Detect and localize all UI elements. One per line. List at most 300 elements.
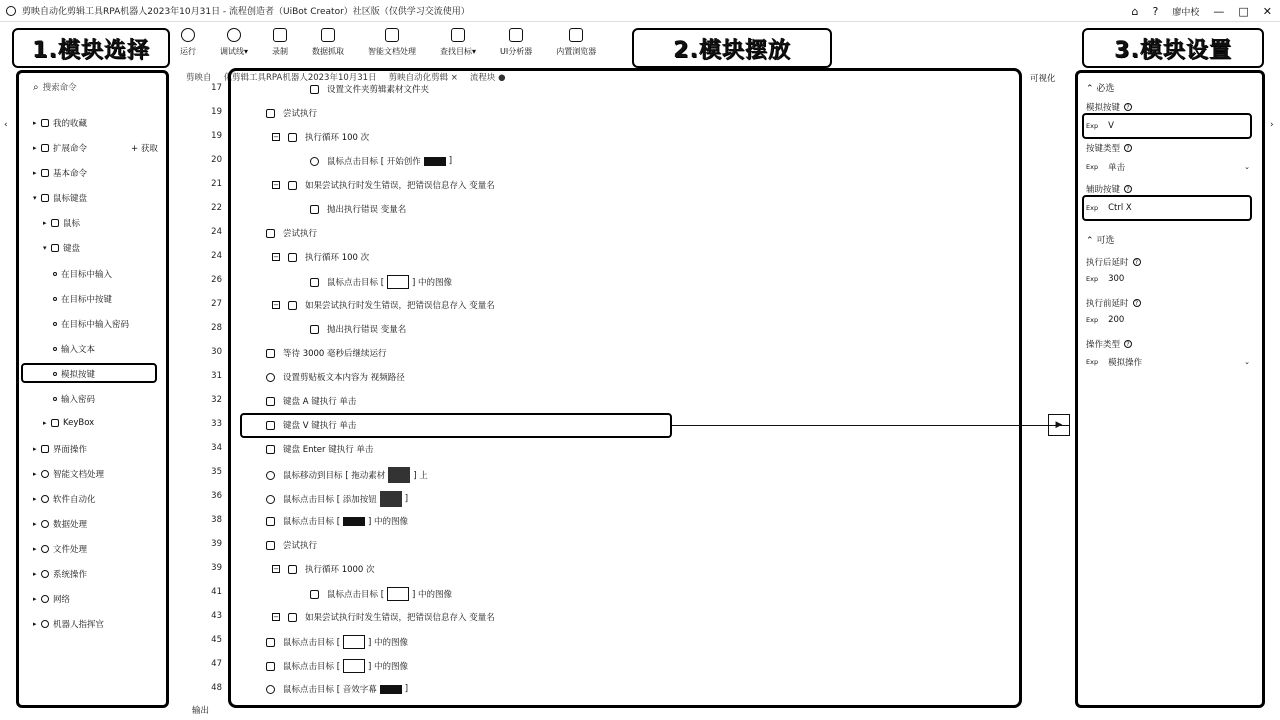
flow-step[interactable] [310,155,452,167]
run-row-button[interactable]: ▶ [1048,414,1070,436]
expression-toggle[interactable]: Exp [1086,358,1099,366]
target-thumbnail[interactable] [380,685,402,694]
step-text: 如果尝试执行时发生错误，把错误信息存入 变量名 [305,613,495,623]
flow-step[interactable] [310,275,452,289]
property-value: 200 [1108,315,1125,325]
line-number: 32 [211,395,222,405]
tree-item-label: 软件自动化 [53,495,96,505]
target-thumbnail[interactable] [343,517,365,526]
step-icon [288,253,297,262]
toolbar-label: 数据抓取 [312,47,345,56]
data-grab-icon [321,28,335,42]
target-thumbnail[interactable] [388,467,410,483]
toolbar [180,24,620,64]
title-bar [0,0,1280,22]
extension-icon [41,144,49,152]
visual-view-toggle[interactable]: 可视化 [1030,74,1056,84]
flow-step[interactable] [266,659,408,673]
mouse-step-icon [266,495,275,504]
row-connector-line [672,425,1070,426]
flow-step[interactable] [272,611,495,623]
mouse-keyboard-icon [41,194,49,202]
step-text: 鼠标点击目标 [ [283,662,341,672]
tree-item[interactable] [53,343,95,355]
collapse-icon[interactable]: − [273,133,279,141]
step-text: 设置文件夹剪辑素材文件夹 [327,85,430,95]
toolbar-button-5[interactable] [440,24,476,57]
target-thumbnail[interactable] [424,157,446,166]
property-label-text: 模拟按键 [1086,103,1121,113]
property-input[interactable] [1086,203,1254,213]
tree-item[interactable] [33,468,104,480]
property-label-text: 执行后延时 [1086,258,1129,268]
bullet-icon [53,322,57,326]
tree-item[interactable] [33,117,87,129]
step-icon [266,638,275,647]
flow-step[interactable] [266,371,405,383]
command-search[interactable] [19,75,166,99]
ui-analyzer-icon [509,28,523,42]
tree-item[interactable] [53,318,129,330]
mouse-step-icon [266,685,275,694]
target-thumbnail[interactable] [387,275,409,289]
tree-item[interactable] [33,543,87,555]
tree-item-label: 在目标中输入密码 [61,320,130,330]
line-number: 24 [211,251,222,261]
tree-item[interactable] [33,568,87,580]
collapse-icon[interactable]: − [273,301,279,309]
star-icon [41,119,49,127]
property-input[interactable] [1086,161,1254,173]
ui-icon [41,445,49,453]
flow-step[interactable] [272,563,375,575]
toolbar-button-4[interactable] [368,24,416,57]
ai-doc-icon [385,28,399,42]
step-text: 鼠标点击目标 [ [327,278,385,288]
tree-item-label: 输入密码 [61,395,96,405]
collapse-icon[interactable]: − [273,181,279,189]
toolbar-label: UI分析器 [500,47,533,56]
bullet-icon [53,297,57,301]
window-title: 剪映自动化剪辑工具RPA机器人2023年10月31日 - 流程创造者（UiBot Creator）社区版（仅供学习交流使用） [22,7,470,17]
step-text-suffix: ] 中的图像 [368,517,409,527]
step-text: 鼠标点击目标 [ [327,590,385,600]
optional-label: 可选 [1096,236,1115,246]
step-icon [310,325,319,334]
property-value: 模拟操作 [1108,358,1143,368]
line-number: 35 [211,467,222,477]
chevron-down-icon[interactable]: ⌄ [1244,163,1250,171]
chevron-down-icon[interactable]: ⌄ [1244,358,1250,366]
flow-step[interactable] [272,251,369,263]
bullet-icon [53,397,57,401]
step-text: 鼠标点击目标 [ 开始创作 [327,157,421,167]
home-icon[interactable]: ⌂ [1131,4,1139,18]
property-label-text: 操作类型 [1086,340,1121,350]
target-icon [451,28,465,42]
toolbar-label: 运行 [180,47,196,56]
tree-item-label: 我的收藏 [53,119,88,129]
toolbar-button-1[interactable] [220,24,248,57]
flow-step[interactable] [266,515,408,527]
tree-item-label: 在目标中输入 [61,270,113,280]
run-icon [181,28,195,42]
chevron-right-icon[interactable]: ▸ [33,470,37,478]
doc-icon [41,470,49,478]
step-icon [288,301,297,310]
tree-item[interactable] [33,167,87,179]
collapse-icon[interactable]: − [273,253,279,261]
line-number: 43 [211,611,222,621]
flow-step[interactable] [310,587,452,601]
flow-step[interactable] [310,203,406,215]
step-text-suffix: ] [404,494,409,504]
required-section-header[interactable]: ⌃ 必选 [1086,84,1115,94]
property-label [1086,297,1141,309]
step-text-suffix: ] 中的图像 [368,638,409,648]
chevron-right-icon[interactable]: ▸ [33,495,37,503]
section-label-module-settings: 3.模块设置 [1082,28,1264,68]
line-number: 34 [211,443,222,453]
property-label-text: 按键类型 [1086,144,1121,154]
target-thumbnail[interactable] [380,491,402,507]
tree-item[interactable] [43,418,94,428]
chevron-right-icon[interactable]: ▸ [33,595,37,603]
flow-step[interactable] [266,347,387,359]
step-text: 如果尝试执行时发生错误，把错误信息存入 变量名 [305,301,495,311]
tree-item[interactable] [53,368,95,380]
step-icon [266,445,275,454]
title-bar-controls [1132,0,1272,22]
step-text: 键盘 Enter 键执行 单击 [283,445,374,455]
step-text-suffix: ] 中的图像 [412,278,453,288]
section-label-module-select: 1.模块选择 [12,28,170,68]
flow-step[interactable] [266,395,356,407]
tree-item-label: 扩展命令 [53,144,88,154]
chevron-right-icon[interactable]: ▸ [33,119,37,127]
step-text: 设置剪贴板文本内容为 视频路径 [283,373,405,383]
tree-item[interactable] [33,518,87,530]
chevron-right-icon[interactable]: ▸ [33,620,37,628]
output-tab[interactable]: 输出 [192,706,210,716]
basic-icon [41,169,49,177]
flow-step[interactable] [266,467,428,483]
mouse-icon [51,219,59,227]
step-text: 抛出执行错误 变量名 [327,325,407,335]
step-text: 键盘 A 键执行 单击 [283,397,357,407]
property-panel [1075,70,1265,708]
tree-item[interactable] [53,293,112,305]
step-icon [266,662,275,671]
app-logo-icon [6,6,16,16]
step-text: 尝试执行 [283,229,318,239]
step-icon [266,229,275,238]
chevron-right-icon[interactable]: ▸ [43,419,47,427]
file-tab[interactable]: 剪映自 [186,73,212,83]
line-number: 36 [211,491,222,501]
flow-step[interactable] [272,179,495,191]
tree-item-label: 智能文档处理 [53,470,105,480]
tree-item-label: 鼠标 [63,219,81,229]
flow-step[interactable] [266,491,408,507]
line-number: 22 [211,203,222,213]
right-collapse-icon[interactable]: › [1270,120,1274,130]
step-icon [266,349,275,358]
step-text: 鼠标点击目标 [ [283,517,341,527]
step-icon [288,565,297,574]
tree-item[interactable] [53,393,95,405]
search-icon: ⌕ [33,81,39,93]
step-icon [310,85,319,94]
step-text: 等待 3000 毫秒后继续运行 [283,349,387,359]
step-text: 尝试执行 [283,109,318,119]
line-number: 45 [211,635,222,645]
property-label [1086,183,1132,195]
tree-item-label: 文件处理 [53,545,88,555]
step-icon [310,590,319,599]
tree-item-label: 输入文本 [61,345,96,355]
help-icon[interactable]: ? [1124,185,1132,193]
tree-item-label: 界面操作 [53,445,88,455]
help-icon[interactable]: ? [1124,144,1132,152]
tree-item[interactable] [33,593,70,605]
step-icon [266,397,275,406]
line-number: 47 [211,659,222,669]
tree-item-label: 键盘 [63,244,81,254]
line-number: 30 [211,347,222,357]
property-input[interactable] [1086,356,1254,368]
step-icon [288,613,297,622]
toolbar-label: 调试线▾ [220,47,249,56]
line-number: 28 [211,323,222,333]
tree-item[interactable] [53,268,112,280]
property-input[interactable] [1086,315,1254,325]
toolbar-button-6[interactable] [500,24,532,57]
collapse-icon[interactable]: − [273,613,279,621]
line-number: 41 [211,587,222,597]
line-number: 26 [211,275,222,285]
tree-item[interactable] [33,142,87,154]
mouse-step-icon [266,471,275,480]
property-input[interactable] [1086,274,1254,284]
step-text-suffix: ] 上 [413,471,428,481]
chevron-right-icon[interactable]: ▸ [33,169,37,177]
step-icon [266,541,275,550]
line-number: 39 [211,563,222,573]
toolbar-label: 内置浏览器 [556,47,597,56]
keybox-icon [51,419,59,427]
step-text-suffix: ] 中的图像 [368,662,409,672]
step-icon [288,133,297,142]
step-text: 键盘 V 键执行 单击 [283,421,357,431]
chevron-right-icon[interactable]: ▸ [33,445,37,453]
tree-item-label: KeyBox [63,418,95,428]
property-label [1086,101,1132,113]
step-text-suffix: ] [448,156,453,166]
flow-step[interactable] [310,323,406,335]
record-icon [273,28,287,42]
selected-row-highlight [240,413,672,438]
step-icon [266,109,275,118]
line-number: 19 [211,107,222,117]
tree-item[interactable] [33,443,87,455]
required-label: 必选 [1096,84,1115,94]
line-number: 31 [211,371,222,381]
expression-toggle[interactable]: Exp [1086,163,1099,171]
expression-toggle[interactable]: Exp [1086,316,1099,324]
toolbar-button-7[interactable] [556,24,596,57]
maximize-icon[interactable]: □ [1238,4,1249,18]
user-name[interactable]: 廖中校 [1172,7,1200,18]
command-tree-panel [16,70,169,708]
chevron-right-icon[interactable]: ▸ [33,144,37,152]
chevron-right-icon[interactable]: ▸ [33,545,37,553]
get-extension-link[interactable]: + 获取 [131,144,158,154]
property-input[interactable] [1086,121,1254,131]
chevron-down-icon[interactable]: ▾ [43,244,47,252]
help-icon[interactable]: ? [1133,258,1141,266]
flow-step[interactable] [266,683,408,695]
step-text: 执行循环 1000 次 [305,565,375,575]
bullet-icon [53,347,57,351]
target-thumbnail[interactable] [343,635,365,649]
file-tab[interactable]: 化剪辑工具RPA机器人2023年10月31日 [223,73,377,83]
toolbar-label: 录制 [272,47,289,56]
commander-icon [41,620,49,628]
bullet-icon [53,272,57,276]
mouse-step-icon [266,373,275,382]
chevron-right-icon[interactable]: ▸ [33,570,37,578]
step-text: 执行循环 100 次 [305,253,370,263]
bullet-icon [53,372,57,376]
keyboard-icon [51,244,59,252]
help-icon[interactable]: ? [1124,103,1132,111]
step-icon [310,278,319,287]
step-text: 鼠标移动到目标 [ 拖动素材 [283,471,386,481]
flow-step[interactable] [266,539,317,551]
target-thumbnail[interactable] [387,587,409,601]
file-tab[interactable]: 剪映自动化剪辑 × [388,73,458,83]
flow-step[interactable] [266,227,317,239]
collapse-icon[interactable]: − [273,565,279,573]
mouse-step-icon [310,157,319,166]
step-text: 尝试执行 [283,541,318,551]
step-icon [266,517,275,526]
expression-toggle[interactable]: Exp [1086,275,1099,283]
tree-item[interactable] [33,618,104,630]
tree-item[interactable] [43,242,80,254]
tree-item-label: 在目标中按键 [61,295,113,305]
chevron-right-icon[interactable]: ▸ [43,219,47,227]
file-tab[interactable]: 流程块 ● [469,73,506,83]
line-number: 48 [211,683,222,693]
toolbar-label: 智能文档处理 [368,47,417,56]
tree-item-label: 网络 [53,595,71,605]
section-label-module-place: 2.模块摆放 [632,28,832,68]
property-label [1086,142,1132,154]
line-number: 19 [211,131,222,141]
tree-item-label: 数据处理 [53,520,88,530]
expression-toggle[interactable]: Exp [1086,122,1099,130]
tree-item-label: 机器人指挥官 [53,620,105,630]
optional-section-header[interactable]: ⌃ 可选 [1086,236,1115,246]
line-number: 39 [211,539,222,549]
flow-step[interactable] [272,131,369,143]
network-icon [41,595,49,603]
chevron-down-icon[interactable]: ▾ [33,194,37,202]
toolbar-button-2[interactable] [272,24,288,57]
help-icon[interactable]: ? [1124,340,1132,348]
close-icon[interactable]: ✕ [1262,4,1272,18]
step-text: 鼠标点击目标 [ [283,638,341,648]
help-icon[interactable]: ? [1152,4,1159,18]
property-label [1086,338,1132,350]
property-value: 单击 [1108,163,1126,173]
property-label-text: 执行前延时 [1086,299,1129,309]
tree-item[interactable] [33,493,96,505]
step-icon [288,181,297,190]
property-value: 300 [1108,274,1125,284]
step-icon [310,205,319,214]
step-text: 鼠标点击目标 [ 添加按钮 [283,495,377,505]
line-number: 21 [211,179,222,189]
flow-step[interactable] [266,443,373,455]
flow-step[interactable] [272,299,495,311]
line-number: 20 [211,155,222,165]
tree-item[interactable] [43,217,80,229]
line-number: 33 [211,419,222,429]
toolbar-label: 查找目标▾ [440,47,477,56]
flow-step[interactable] [266,107,317,119]
toolbar-button-3[interactable] [312,24,344,57]
line-number: 24 [211,227,222,237]
file-icon [41,545,49,553]
expression-toggle[interactable]: Exp [1086,204,1099,212]
line-number: 38 [211,515,222,525]
step-text: 抛出执行错误 变量名 [327,205,407,215]
property-value: V [1108,121,1114,131]
target-thumbnail[interactable] [343,659,365,673]
tree-item-label: 基本命令 [53,169,88,179]
software-icon [41,495,49,503]
step-text-suffix: ] [404,684,409,694]
data-icon [41,520,49,528]
step-text-suffix: ] 中的图像 [412,590,453,600]
toolbar-button-0[interactable] [180,24,196,57]
search-input[interactable]: 搜索命令 [42,83,77,93]
tree-item-label: 模拟按键 [61,370,96,380]
property-label-text: 辅助按键 [1086,185,1121,195]
step-text: 鼠标点击目标 [ 音效字幕 [283,685,377,695]
step-text: 如果尝试执行时发生错误，把错误信息存入 变量名 [305,181,495,191]
clock-icon [227,28,241,42]
line-number: 17 [211,83,222,93]
minimize-icon[interactable]: — [1213,4,1225,18]
left-collapse-icon[interactable]: ‹ [4,120,8,130]
tree-item-label: 系统操作 [53,570,88,580]
chevron-right-icon[interactable]: ▸ [33,520,37,528]
step-text: 执行循环 100 次 [305,133,370,143]
tree-item[interactable] [33,192,87,204]
flow-step[interactable] [310,83,429,95]
property-value: Ctrl X [1108,203,1132,213]
tree-item-label: 鼠标键盘 [53,194,88,204]
help-icon[interactable]: ? [1133,299,1141,307]
flow-step[interactable] [266,635,408,649]
system-icon [41,570,49,578]
browser-icon [569,28,583,42]
line-number: 27 [211,299,222,309]
